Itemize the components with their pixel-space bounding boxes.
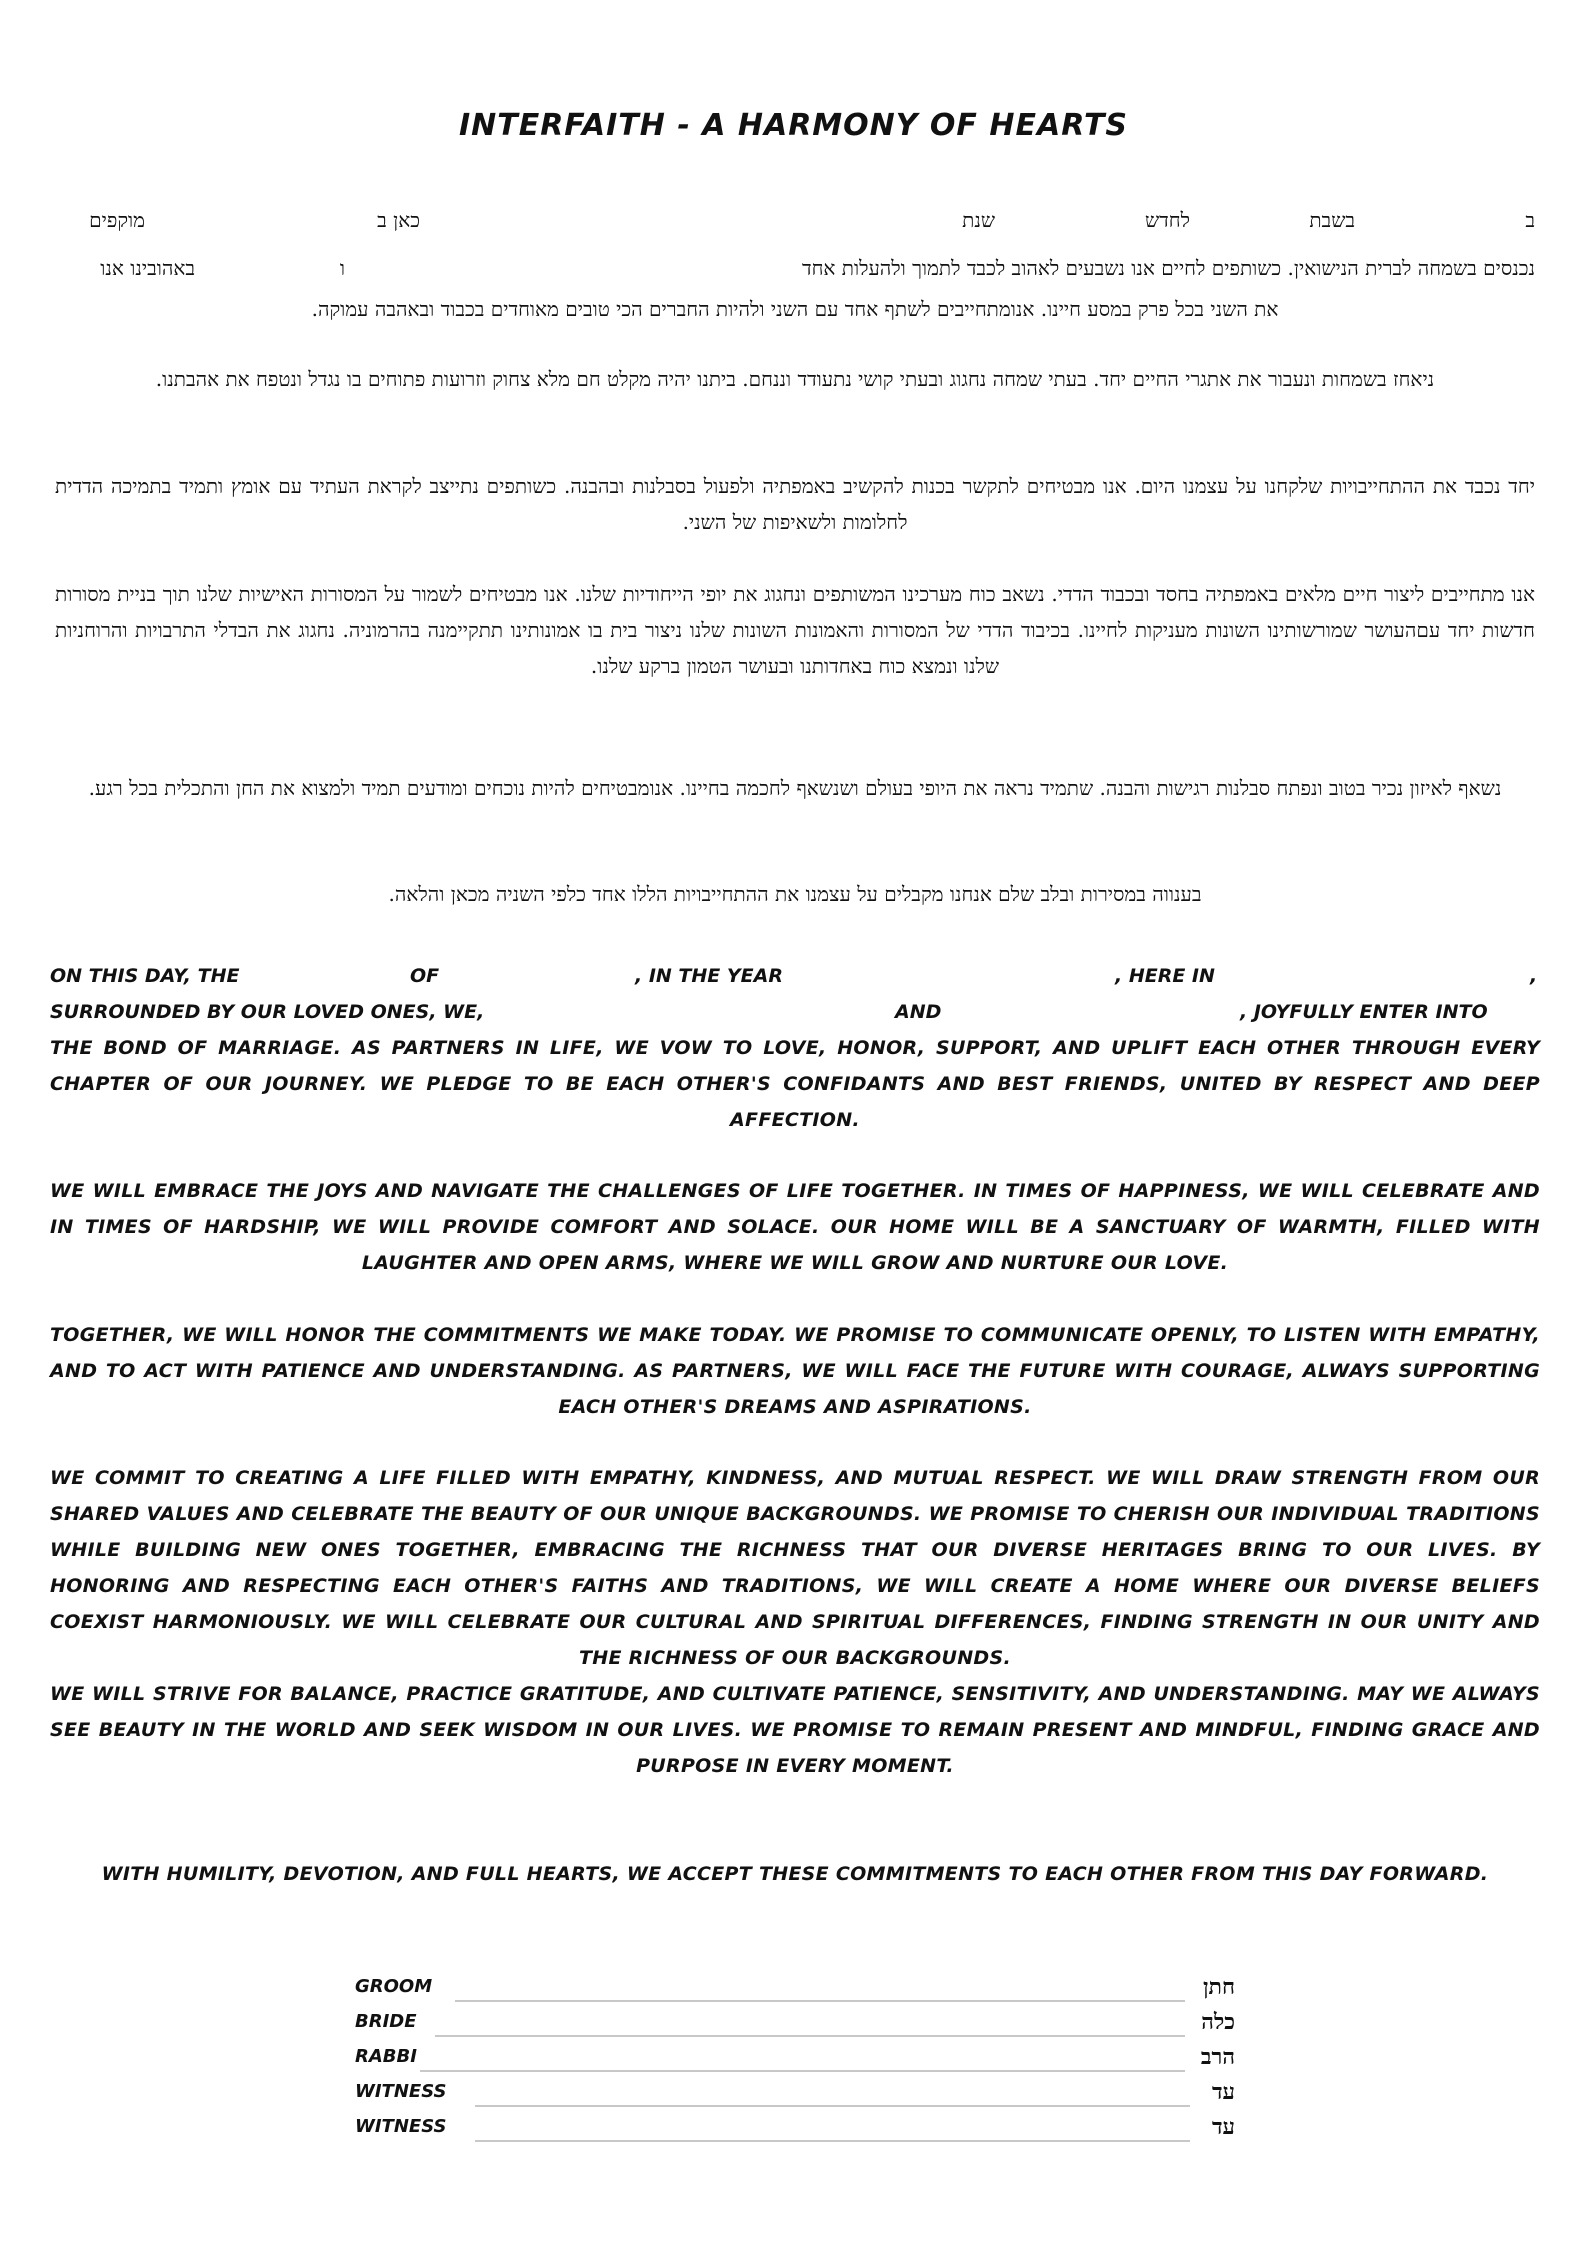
hebrew-fill-b: ב bbox=[1525, 208, 1535, 232]
signature-label-en: WITNESS bbox=[355, 2081, 447, 2102]
hebrew-fill-ahuveinu: באהובינו אנו bbox=[100, 256, 195, 280]
signature-label-en: BRIDE bbox=[355, 2011, 417, 2032]
hebrew-paragraph-5 bbox=[55, 770, 1535, 806]
english-paragraph-4 bbox=[50, 1460, 1540, 1676]
english-text: TOGETHER, WE WILL HONOR THE COMMITMENTS WE MAKE TODAY. WE PROMISE TO COMMUNICATE OPENLY, TO LISTEN WITH EMPATHY, AND TO ACT WITH PATIENCE AND UNDERSTANDING. AS PARTNERS, WE WILL FACE THE FUTURE WITH COURAGE, ALWAYS SUPPORTING EACH OTHER'S DREAMS AND ASPIRATIONS. bbox=[50, 1324, 1540, 1418]
signature-label-en: WITNESS bbox=[355, 2116, 447, 2137]
signature-label-he: עד bbox=[1211, 2114, 1235, 2140]
hebrew-text: אנו מתחייבים ליצור חיים מלאים באמפתיה בחסד ובכבוד הדדי. נשאב כוח מערכינו המשותפים ונחגוג את יופי הייחודיות שלנו. אנו מבטיחים לשמור על המסורות האישיות שלנו תוך בניית מסורות חדשות יחד עםהעושר שמורשותינו השונות מעניקות לחיינו. בכיבוד הדדי של המסורות והאמונות השונות שלנו ניצור בית בו אמונותינו תתקיימנה בהרמוניה. נחגוג את הבדלי התרבויות והרוחניות שלנו ונמצא כוח באחדותנו ובעושר הטמון ברקע שלנו. bbox=[55, 582, 1535, 678]
signature-line[interactable] bbox=[475, 2140, 1190, 2142]
signature-rabbi bbox=[355, 2044, 1235, 2078]
hebrew-paragraph-3 bbox=[55, 468, 1535, 540]
english-fill-and: AND bbox=[895, 1001, 942, 1023]
hebrew-paragraph-2 bbox=[55, 361, 1535, 397]
english-paragraph-1-end bbox=[50, 1030, 1540, 1138]
signature-witness-1 bbox=[355, 2079, 1235, 2113]
english-fill-joyfully: , JOYFULLY ENTER INTO bbox=[1240, 1001, 1488, 1023]
english-fill-comma: , bbox=[1530, 965, 1538, 987]
english-fill-line-2 bbox=[50, 994, 1540, 1030]
hebrew-fill-beshabbat: בשבת bbox=[1309, 208, 1355, 232]
english-text: WE WILL EMBRACE THE JOYS AND NAVIGATE THE CHALLENGES OF LIFE TOGETHER. IN TIMES OF HAPPINESS, WE WILL CELEBRATE AND IN TIMES OF HARDSHIP, WE WILL PROVIDE COMFORT AND SOLACE. OUR HOME WILL BE A SANCTUARY OF WARMTH, FILLED WITH LAUGHTER AND OPEN ARMS, WHERE WE WILL GROW AND NURTURE OUR LOVE. bbox=[50, 1180, 1540, 1274]
english-fill-surrounded: SURROUNDED BY OUR LOVED ONES, WE, bbox=[50, 1001, 485, 1023]
hebrew-fill-mukafim: מוקפים bbox=[89, 208, 145, 232]
signature-label-en: RABBI bbox=[355, 2046, 417, 2067]
signature-label-en: GROOM bbox=[355, 1976, 433, 1997]
signature-line[interactable] bbox=[475, 2105, 1190, 2107]
english-text: WE COMMIT TO CREATING A LIFE FILLED WITH EMPATHY, KINDNESS, AND MUTUAL RESPECT. WE WILL DRAW STRENGTH FROM OUR SHARED VALUES AND CELEBRATE THE BEAUTY OF OUR UNIQUE BACKGROUNDS. WE PROMISE TO CHERISH OUR INDIVIDUAL TRADITIONS WHILE BUILDING NEW ONES TOGETHER, EMBRACING THE RICHNESS THAT OUR DIVERSE HERITAGES BRING TO OUR LIVES. BY HONORING AND RESPECTING EACH OTHER'S FAITHS AND TRADITIONS, WE WILL CREATE A HOME WHERE OUR DIVERSE BELIEFS COEXIST HARMONIOUSLY. WE WILL CELEBRATE OUR CULTURAL AND SPIRITUAL DIFFERENCES, FINDING STRENGTH IN OUR UNITY AND THE RICHNESS OF OUR BACKGROUNDS. bbox=[50, 1467, 1540, 1669]
signature-bride bbox=[355, 2009, 1235, 2043]
english-paragraph-5 bbox=[50, 1676, 1540, 1784]
english-fill-of: OF bbox=[410, 965, 440, 987]
signature-line[interactable] bbox=[420, 2070, 1185, 2072]
hebrew-paragraph-1-end bbox=[55, 291, 1535, 327]
hebrew-text: את השני בכל פרק במסע חיינו. אנומתחייבים לשתף אחד עם השני ולהיות החברים הכי טובים מאוחדים בכבוד ובאהבה עמוקה. bbox=[311, 297, 1279, 321]
hebrew-fill-shnat: שנת bbox=[962, 208, 995, 232]
hebrew-fill-lachodesh: לחדש bbox=[1145, 208, 1190, 232]
english-paragraph-3 bbox=[50, 1317, 1540, 1425]
signature-label-he: כלה bbox=[1201, 2009, 1235, 2035]
signature-label-he: עד bbox=[1211, 2079, 1235, 2105]
hebrew-text: נשאף לאיזון נכיר בטוב ונפתח סבלנות רגישות והבנה. שתמיד נראה את היופי בעולם ושנשאף לחכמה בחיינו. אנומבטיחים להיות נוכחים ומודעים תמיד ולמצוא את החן והתכלית בכל רגע. bbox=[88, 776, 1502, 800]
document-title: INTERFAITH - A HARMONY OF HEARTS bbox=[458, 108, 1129, 143]
hebrew-fill-kan: כאן ב bbox=[377, 208, 420, 232]
signature-label-he: חתן bbox=[1202, 1974, 1235, 2000]
english-text: WE WILL STRIVE FOR BALANCE, PRACTICE GRATITUDE, AND CULTIVATE PATIENCE, SENSITIVITY, AND UNDERSTANDING. MAY WE ALWAYS SEE BEAUTY IN THE WORLD AND SEEK WISDOM IN OUR LIVES. WE PROMISE TO REMAIN PRESENT AND MINDFUL, FINDING GRACE AND PURPOSE IN EVERY MOMENT. bbox=[50, 1683, 1540, 1777]
hebrew-text: ניאחז בשמחות ונעבור את אתגרי החיים יחד. בעתי שמחה נחגוג ובעתי קושי נתעודד וננחם. ביתנו יהיה מקלט חם מלא צחוק וזרועות פתוחים בו נגדל ונטפח את אהבתנו. bbox=[155, 367, 1435, 391]
signature-line[interactable] bbox=[435, 2035, 1185, 2037]
english-fill-in-the-year: , IN THE YEAR bbox=[635, 965, 783, 987]
signature-groom bbox=[355, 1974, 1235, 2008]
hebrew-fill-vav: ו bbox=[339, 256, 345, 280]
signature-line[interactable] bbox=[455, 2000, 1185, 2002]
hebrew-fill-nichnasim: נכנסים בשמחה לברית הנישואין. כשותפים לחיים אנו נשבעים לאהוב לכבד לתמוך ולהעלות אחד bbox=[801, 256, 1535, 280]
hebrew-paragraph-6 bbox=[55, 876, 1535, 912]
english-fill-on-this-day: ON THIS DAY, THE bbox=[50, 965, 240, 987]
english-paragraph-6 bbox=[50, 1856, 1540, 1892]
english-fill-line-1 bbox=[50, 958, 1540, 994]
signature-witness-2 bbox=[355, 2114, 1235, 2148]
signature-label-he: הרב bbox=[1200, 2044, 1235, 2070]
hebrew-text: יחד נכבד את ההתחייבויות שלקחנו על עצמנו היום. אנו מבטיחים לתקשר בכנות להקשיב באמפתיה ולפעול בסבלנות ובהבנה. כשותפים נתייצב לקראת העתיד עם אומץ ותמיד בתמיכה הדדית לחלומות ולשאיפות של השני. bbox=[55, 474, 1535, 534]
english-text: THE BOND OF MARRIAGE. AS PARTNERS IN LIFE, WE VOW TO LOVE, HONOR, SUPPORT, AND UPLIFT EACH OTHER THROUGH EVERY CHAPTER OF OUR JOURNEY. WE PLEDGE TO BE EACH OTHER'S CONFIDANTS AND BEST FRIENDS, UNITED BY RESPECT AND DEEP AFFECTION. bbox=[50, 1037, 1540, 1131]
english-text: WITH HUMILITY, DEVOTION, AND FULL HEARTS, WE ACCEPT THESE COMMITMENTS TO EACH OTHER FROM THIS DAY FORWARD. bbox=[101, 1863, 1489, 1885]
english-fill-here-in: , HERE IN bbox=[1115, 965, 1215, 987]
hebrew-fill-line-2 bbox=[55, 250, 1535, 286]
hebrew-text: בענווה במסירות ובלב שלם אנחנו מקבלים על עצמנו את ההתחייבויות הללו אחד כלפי השניה מכאן והלאה. bbox=[388, 882, 1202, 906]
hebrew-fill-line-1 bbox=[55, 202, 1535, 238]
hebrew-paragraph-4 bbox=[55, 576, 1535, 684]
english-paragraph-2 bbox=[50, 1173, 1540, 1281]
